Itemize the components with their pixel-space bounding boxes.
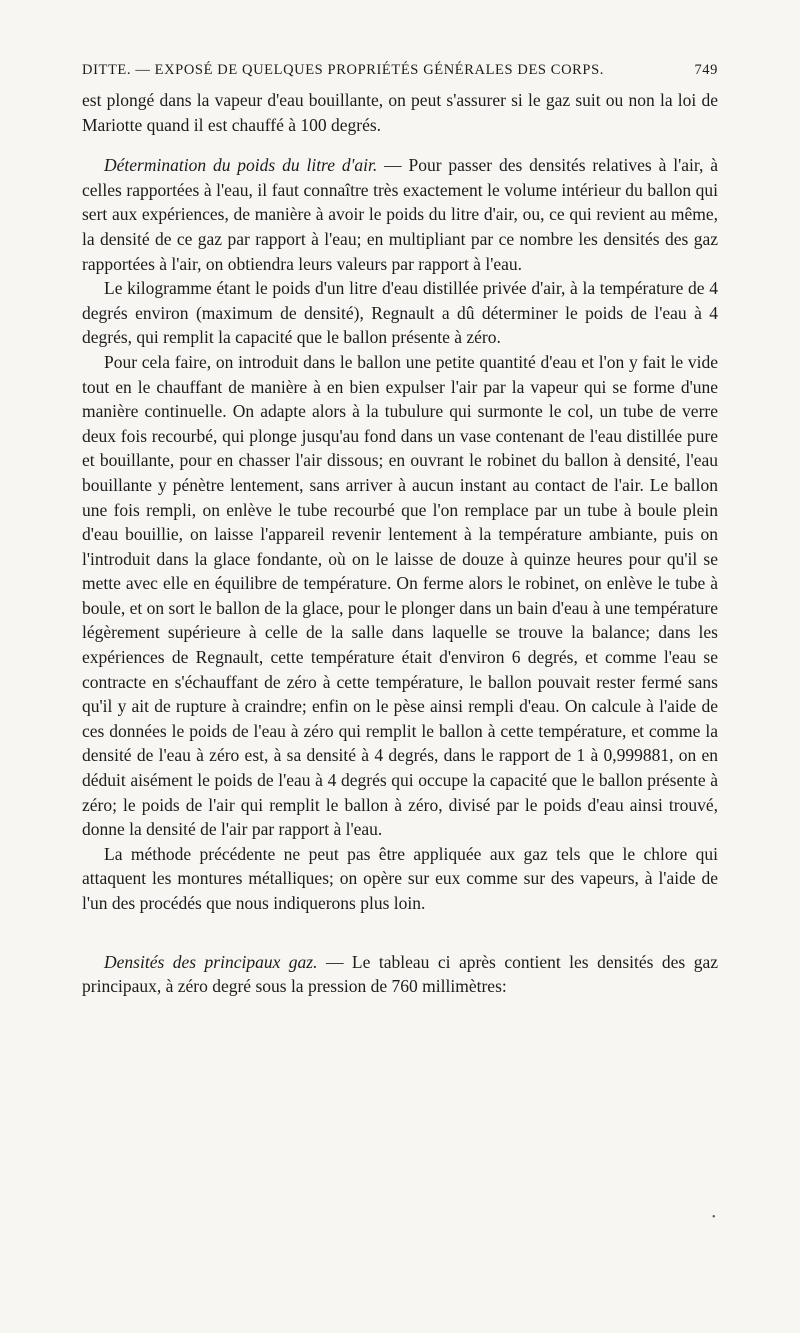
running-header (82, 62, 718, 79)
paragraph-text: Le kilogramme étant le poids d'un litre d'eau distillée privée d'air, à la température de 4 degrés environ (maximum de densité), Regnault a dû déterminer le poids de l'eau à 4 degrés, qui remplit la capacité que le ballon présente à zéro. (82, 278, 718, 348)
page-number: 749 (694, 62, 718, 78)
paragraph-text: Pour cela faire, on introduit dans le ballon une petite quantité d'eau et l'on y fait le vide tout en le chauffant de manière à en bien expulser l'air par la vapeur qui se forme d'une manière continuelle. On adapte alors à la tubulure qui surmonte le col, un tube de verre deux fois recourbé, qui plonge jusqu'au fond dans un vase contenant de l'eau distillée pure et bouillante, pour en chasser l'air dissous; en ouvrant le robinet du ballon à densité, l'eau bouillante y pénètre lentement, sans arriver à aucun instant au contact de l'air. Le ballon une fois rempli, on enlève le tube recourbé que l'on remplace par un tube à boule plein d'eau bouillie, on laisse l'appareil revenir lentement à la température ambiante, puis on l'introduit dans la glace fondante, où on le laisse de douze à quinze heures pour qu'il se mette avec elle en équilibre de température. On ferme alors le robinet, on enlève le tube à boule, et on sort le ballon de la glace, pour le plonger dans un bain d'eau à une température légèrement supérieure à celle de la salle dans laquelle se trouve la balance; dans les expériences de Regnault, cette température était d'environ 6 degrés, et comme l'eau se contracte en s'échauffant de zéro à cette température, le ballon pouvait rester fermé sans qu'il y ait de rupture à craindre; enfin on le pèse ainsi rempli d'eau. On calcule à l'aide de ces données le poids de l'eau à zéro qui remplit le ballon à cette température, et comme la densité de l'eau à zéro est, à sa densité à 4 degrés, dans le rapport de 1 à 0,999881, on en déduit aisément le poids de l'eau à 4 degrés qui occupe la capacité que le ballon présente à zéro; le poids de l'air qui remplit le ballon à zéro, divisé par le poids d'eau ainsi trouvé, donne la densité de l'air par rapport à l'eau. (82, 351, 718, 840)
body-text (82, 88, 718, 999)
paragraph-text: est plongé dans la vapeur d'eau bouillante, on peut s'assurer si le gaz suit ou non la loi de Mariotte quand il est chauffé à 100 degrés. (82, 90, 718, 135)
paragraph-text: — Le tableau ci après contient les densités des gaz principaux, à zéro degré sous la pression de 760 millimètres: (82, 951, 718, 997)
paragraph (82, 88, 718, 137)
paragraph-text: — Pour passer des densités relatives à l'air, à celles rapportées à l'eau, il faut connaître très exactement le volume intérieur du ballon qui sert aux expériences, de manière à avoir le poids du litre d'air, ou, ce qui revient au même, la densité de ce gaz par rapport à l'eau; en multipliant par ce nombre les densités des gaz rapportées à l'air, on obtiendra leurs valeurs par rapport à l'eau. (82, 155, 719, 274)
print-speck: • (712, 1212, 716, 1223)
paragraph (82, 950, 718, 999)
paragraph (82, 350, 718, 842)
paragraph (82, 153, 718, 276)
section-title: Densités des principaux gaz. (104, 951, 318, 972)
section-title: Détermination du poids du litre d'air. (104, 155, 378, 176)
running-title: DITTE. — EXPOSÉ DE QUELQUES PROPRIÉTÉS GÉNÉRALES DES CORPS. (82, 62, 604, 78)
paragraph (82, 276, 718, 350)
paragraph (82, 842, 718, 916)
paragraph-text: La méthode précédente ne peut pas être appliquée aux gaz tels que le chlore qui attaquent les montures métalliques; on opère sur eux comme sur des vapeurs, à l'aide de l'un des procédés que nous indiquerons plus loin. (82, 843, 718, 913)
